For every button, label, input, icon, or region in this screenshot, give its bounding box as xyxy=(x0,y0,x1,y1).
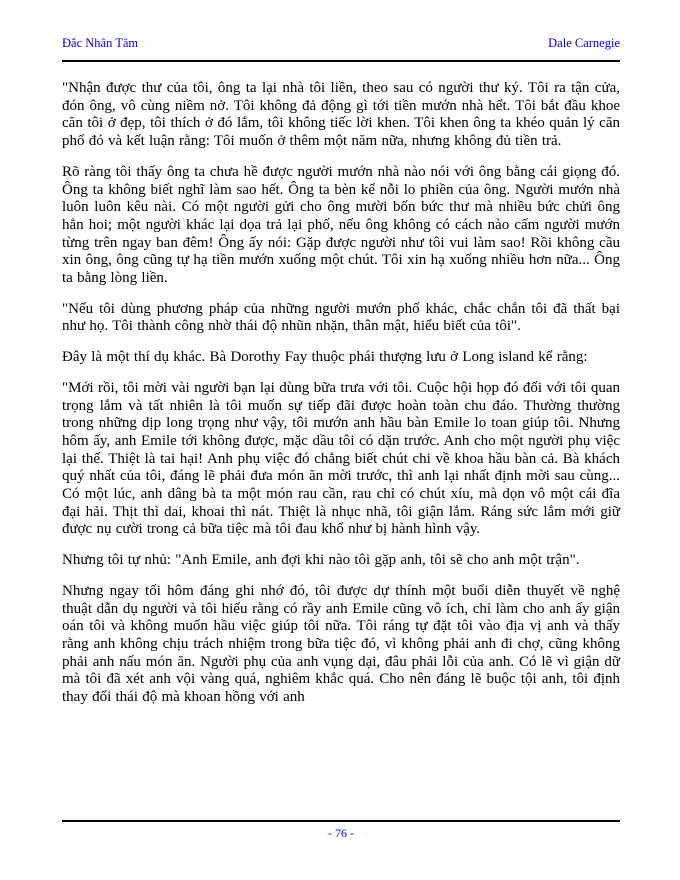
paragraph: "Nếu tôi dùng phương pháp của những người mướn phố khác, chắc chắn tôi đã thất bại như họ. Tôi thành công nhờ thái độ nhũn nhặn, thân mật, hiểu biết của tôi". xyxy=(62,300,620,335)
paragraph: Rõ ràng tôi thấy ông ta chưa hề được người mướn nhà nào nói với ông bằng cái giọng đó. Ông ta không biết nghĩ làm sao hết. Ông ta bèn kể nỗi lo phiền của ông. Người mướn nhà luôn luôn kêu nài. Có một người gửi cho ông mười bốn bức thư mà nhiều bức chửi ông hẳn hoi; một người khác lại dọa trả lại phố, nếu ông không có cách nào cấm người mướn từng trên ngay ban đêm! Ông ấy nói: Gặp được người như tôi vui làm sao! Rồi không cầu xin ông, ông cũng tự hạ tiền mướn xuống một chút. Tôi xin hạ xuống nhiều hơn nữa... Ông ta bằng lòng liền. xyxy=(62,163,620,287)
document-body xyxy=(62,80,620,720)
page-header xyxy=(62,36,620,62)
paragraph: Đây là một thí dụ khác. Bà Dorothy Fay thuộc phái thượng lưu ở Long island kể rằng: xyxy=(62,349,588,366)
paragraph: "Nhận được thư của tôi, ông ta lại nhà tôi liền, theo sau có người thư ký. Tôi ra tận cửa, đón ông, vô cùng niềm nở. Tôi không đả động gì tới tiền mướn nhà hết. Tôi bắt đầu khoe căn tôi ở đẹp, tôi thích ở đó lắm, tôi không tiếc lời khen. Tôi khen ông ta khéo quản lý căn phố đó và kết luận rằng: Tôi muốn ở thêm một năm nữa, nhưng không đủ tiền trả. xyxy=(62,80,620,150)
header-book-title: Đắc Nhân Tâm xyxy=(62,36,139,50)
paragraph: Nhưng ngay tối hôm đáng ghi nhớ đó, tôi được dự thính một buổi diễn thuyết về nghệ thuật dẫn dụ người và tôi hiểu rằng có rầy anh Emile cũng vô ích, chỉ làm cho anh ấy giận oán tôi và không muốn hầu việc giúp tôi nữa. Tôi ráng tự đặt tôi vào địa vị anh và thấy rằng anh không chịu trách nhiệm trong bữa tiệc đó, vì không phải anh đi chợ, cũng không phải anh nấu món ăn. Người phụ của anh vụng dại, đâu phải lỗi của anh. Có lẽ vì giận dữ mà tôi đã xét anh vội vàng quá, nghiêm khắc quá. Cho nên đáng lẽ buộc tội anh, tôi định thay đổi thái độ mà khoan hồng với anh xyxy=(62,582,620,706)
page-number: - 76 - xyxy=(328,826,354,840)
footer-divider xyxy=(62,820,620,822)
header-author: Dale Carnegie xyxy=(548,36,620,50)
paragraph: "Mới rồi, tôi mời vài người bạn lại dùng bữa trưa với tôi. Cuộc hội họp đó đối với tôi quan trọng lắm và tất nhiên là tôi muốn sự tiếp đãi được hoàn toàn chu đáo. Thường thường trong những dịp long trọng như vậy, tôi mướn anh hầu bàn Emile lo toan giúp tôi. Nhưng hôm ấy, anh Emile tới không được, mặc dầu tôi có dặn trước. Anh cho một người phụ việc lại thế. Thiệt là tai hại! Anh phụ việc đó chẳng biết chút chi về khoa hầu bàn cả. Bà khách quý nhất của tôi, đáng lẽ phải đưa món ăn mời trước, thì anh lại nhất định mời sau cùng... Có một lúc, anh dâng bà ta một món rau cần, rau chỉ có chút xíu, mà dọn vô một cái đĩa đại hải. Thịt thì dai, khoai thì nát. Thiệt là nhục nhã, tôi giận lắm. Ráng sức lắm mới giữ được nụ cười trong cả bữa tiệc mà tôi đau khổ như bị hành hình vậy. xyxy=(62,379,620,538)
paragraph: Nhưng tôi tự nhủ: "Anh Emile, anh đợi khi nào tôi gặp anh, tôi sẽ cho anh một trận". xyxy=(62,552,580,569)
